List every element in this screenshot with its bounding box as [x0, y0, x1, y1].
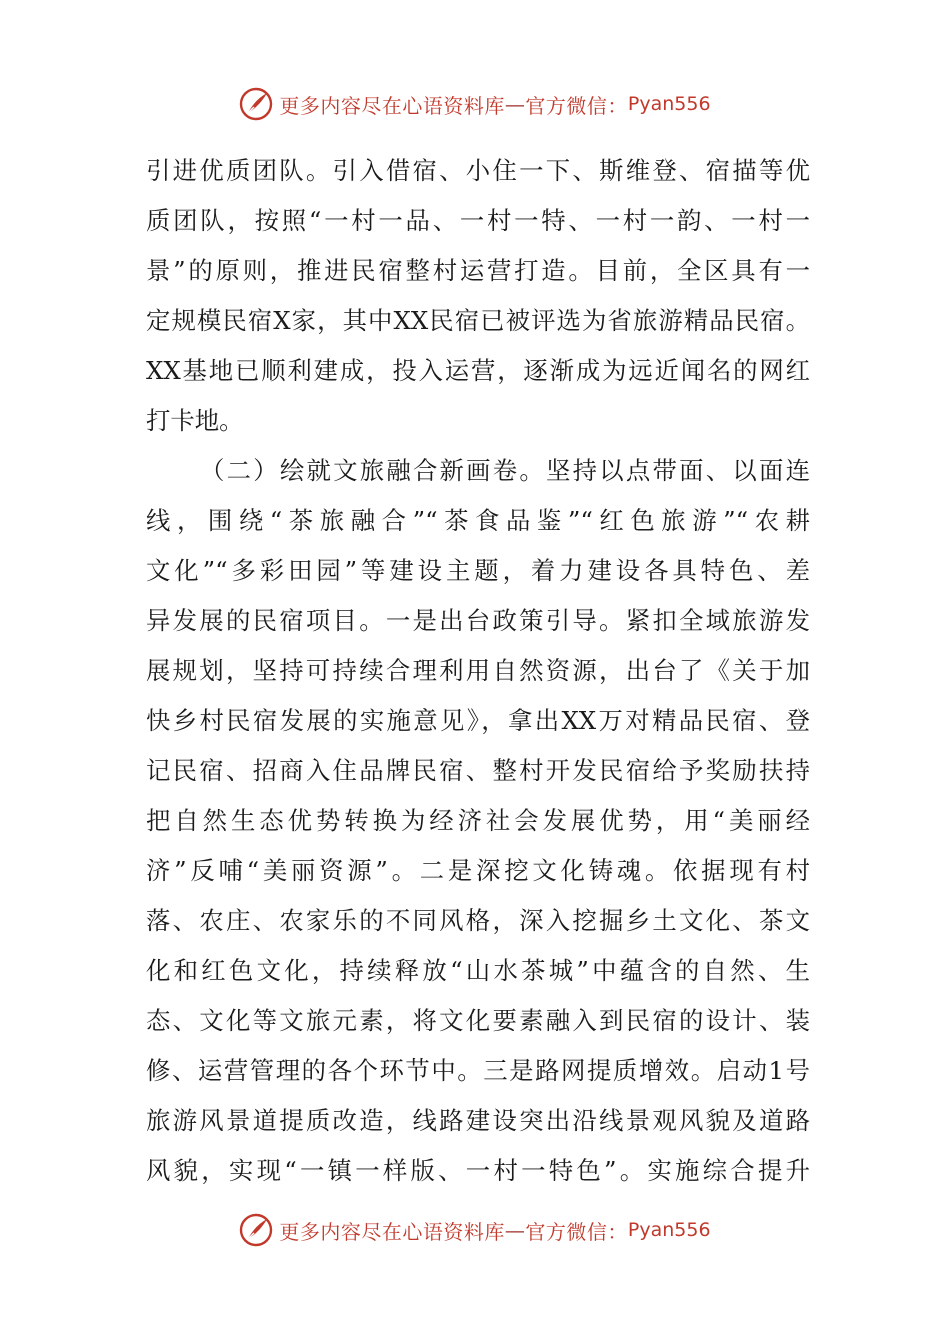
text-line: 景”的原则，推进民宿整村运营打造。目前，全区具有一: [146, 256, 810, 285]
text-line: 记民宿、招商入住品牌民宿、整村开发民宿给予奖励扶持: [146, 756, 810, 785]
header-watermark: [0, 84, 950, 124]
footer-watermark: [0, 1210, 950, 1250]
text-line: 定规模民宿X家，其中XX民宿已被评选为省旅游精品民宿。: [146, 306, 810, 335]
text-line: 文化”“多彩田园”等建设主题，着力建设各具特色、差: [146, 556, 810, 585]
text-line: 态、文化等文旅元素，将文化要素融入到民宿的设计、装: [146, 1006, 810, 1035]
text-line: XX基地已顺利建成，投入运营，逐渐成为远近闻名的网红: [146, 356, 810, 385]
watermark-wechat-id: Pyan556: [627, 1219, 711, 1241]
text-line: 风貌，实现“一镇一样版、一村一特色”。实施综合提升: [146, 1156, 810, 1185]
text-line: 快乡村民宿发展的实施意见》，拿出XX万对精品民宿、登: [146, 706, 810, 735]
quill-logo-icon: [239, 1213, 273, 1247]
document-body: [146, 146, 810, 1196]
watermark-separator: —: [504, 92, 526, 116]
text-line: 落、农庄、农家乐的不同风格，深入挖掘乡土文化、茶文: [146, 906, 810, 935]
text-line: 质团队，按照“一村一品、一村一特、一村一韵、一村一: [146, 206, 810, 235]
text-line: 异发展的民宿项目。一是出台政策引导。紧扣全域旅游发: [146, 606, 810, 635]
text-line: 济”反哺“美丽资源”。二是深挖文化铸魂。依据现有村: [146, 856, 810, 885]
text-line: 化和红色文化，持续释放“山水茶城”中蕴含的自然、生: [146, 956, 810, 985]
watermark-wechat-id: Pyan556: [627, 93, 711, 115]
paragraph-2: [146, 446, 810, 1196]
text-line: （二）绘就文旅融合新画卷。坚持以点带面、以面连: [200, 456, 810, 485]
text-line: 修、运营管理的各个环节中。三是路网提质增效。启动1号: [146, 1056, 810, 1085]
text-line: 引进优质团队。引入借宿、小住一下、斯维登、宿描等优: [146, 156, 810, 185]
text-line: 把自然生态优势转换为经济社会发展优势，用“美丽经: [146, 806, 810, 835]
watermark-main-text: 更多内容尽在心语资料库: [279, 93, 505, 118]
watermark-label: 官方微信：: [525, 1219, 628, 1244]
watermark-separator: —: [504, 1218, 526, 1242]
watermark-main-text: 更多内容尽在心语资料库: [279, 1219, 505, 1244]
text-line: 线，围绕“茶旅融合”“茶食品鉴”“红色旅游”“农耕: [146, 506, 810, 535]
text-line: 打卡地。: [146, 406, 244, 435]
watermark-label: 官方微信：: [525, 93, 628, 118]
paragraph-1: [146, 146, 810, 446]
quill-logo-icon: [239, 87, 273, 121]
text-line: 展规划，坚持可持续合理利用自然资源，出台了《关于加: [146, 656, 810, 685]
text-line: 旅游风景道提质改造，线路建设突出沿线景观风貌及道路: [146, 1106, 810, 1135]
